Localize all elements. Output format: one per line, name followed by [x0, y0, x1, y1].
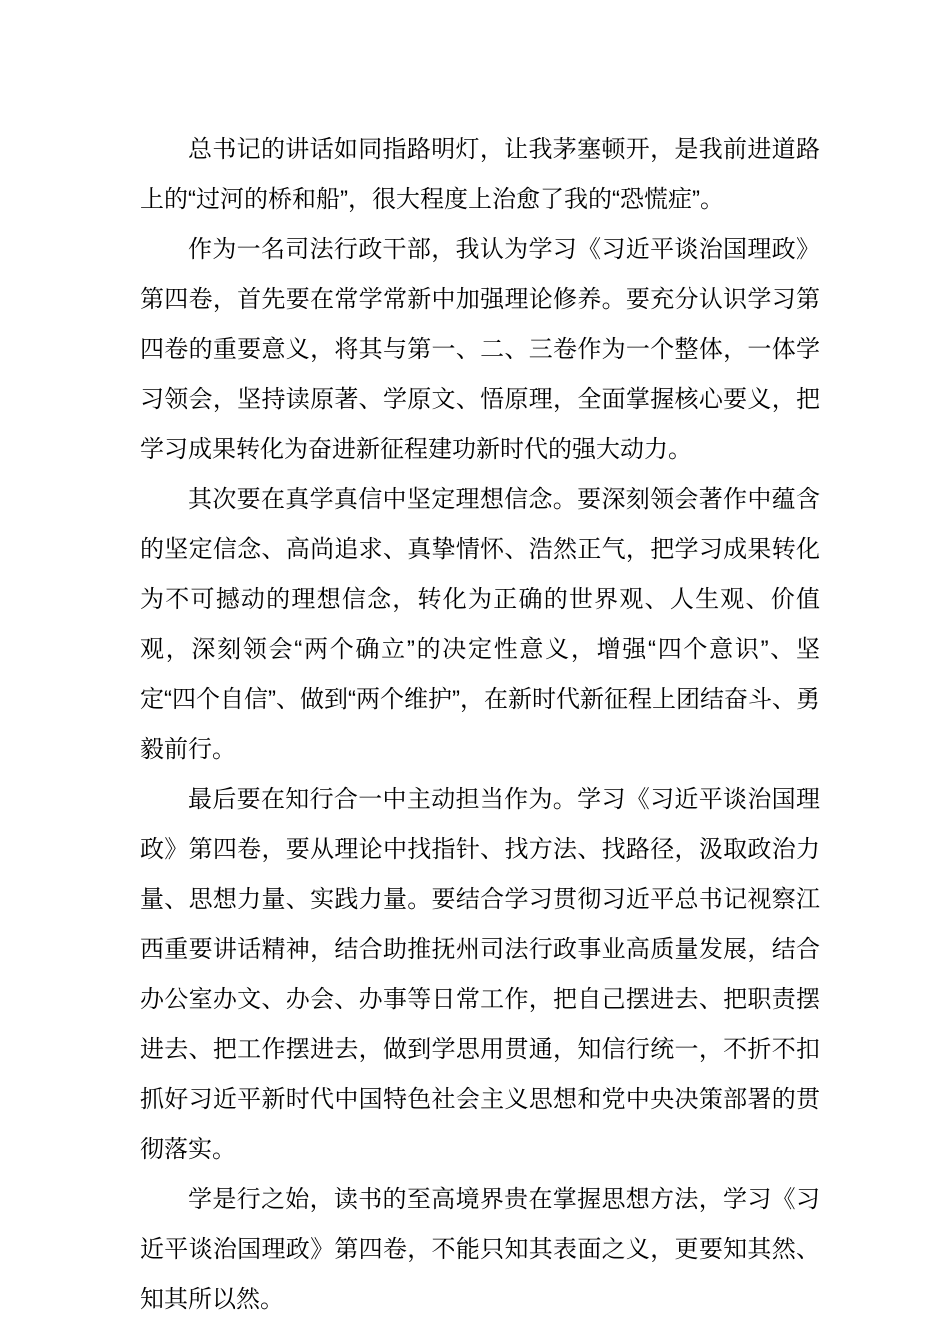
paragraph-5: 学是行之始，读书的至高境界贵在掌握思想方法，学习《习近平谈治国理政》第四卷，不能只知其表面之义，更要知其然、知其所以然。	[140, 1186, 820, 1313]
paragraph-2: 作为一名司法行政干部，我认为学习《习近平谈治国理政》第四卷，首先要在常学常新中加强理论修养。要充分认识学习第四卷的重要意义，将其与第一、二、三卷作为一个整体，一体学习领会，坚持读原著、学原文、悟原理，全面掌握核心要义，把学习成果转化为奋进新征程建功新时代的强大动力。	[140, 236, 820, 463]
paragraph-1: 总书记的讲话如同指路明灯，让我茅塞顿开，是我前进道路上的“过河的桥和船”，很大程度上治愈了我的“恐慌症”。	[140, 136, 820, 213]
paragraph-4: 最后要在知行合一中主动担当作为。学习《习近平谈治国理政》第四卷，要从理论中找指针、找方法、找路径，汲取政治力量、思想力量、实践力量。要结合学习贯彻习近平总书记视察江西重要讲话精神，结合助推抚州司法行政事业高质量发展，结合办公室办文、办会、办事等日常工作，把自己摆进去、把职责摆进去、把工作摆进去，做到学思用贯通，知信行统一，不折不扣抓好习近平新时代中国特色社会主义思想和党中央决策部署的贯彻落实。	[140, 786, 820, 1163]
paragraph-3: 其次要在真学真信中坚定理想信念。要深刻领会著作中蕴含的坚定信念、高尚追求、真挚情怀、浩然正气，把学习成果转化为不可撼动的理想信念，转化为正确的世界观、人生观、价值观，深刻领会“两个确立”的决定性意义，增强“四个意识”、坚定“四个自信”、做到“两个维护”，在新时代新征程上团结奋斗、勇毅前行。	[140, 486, 820, 763]
document-body	[140, 125, 820, 1325]
